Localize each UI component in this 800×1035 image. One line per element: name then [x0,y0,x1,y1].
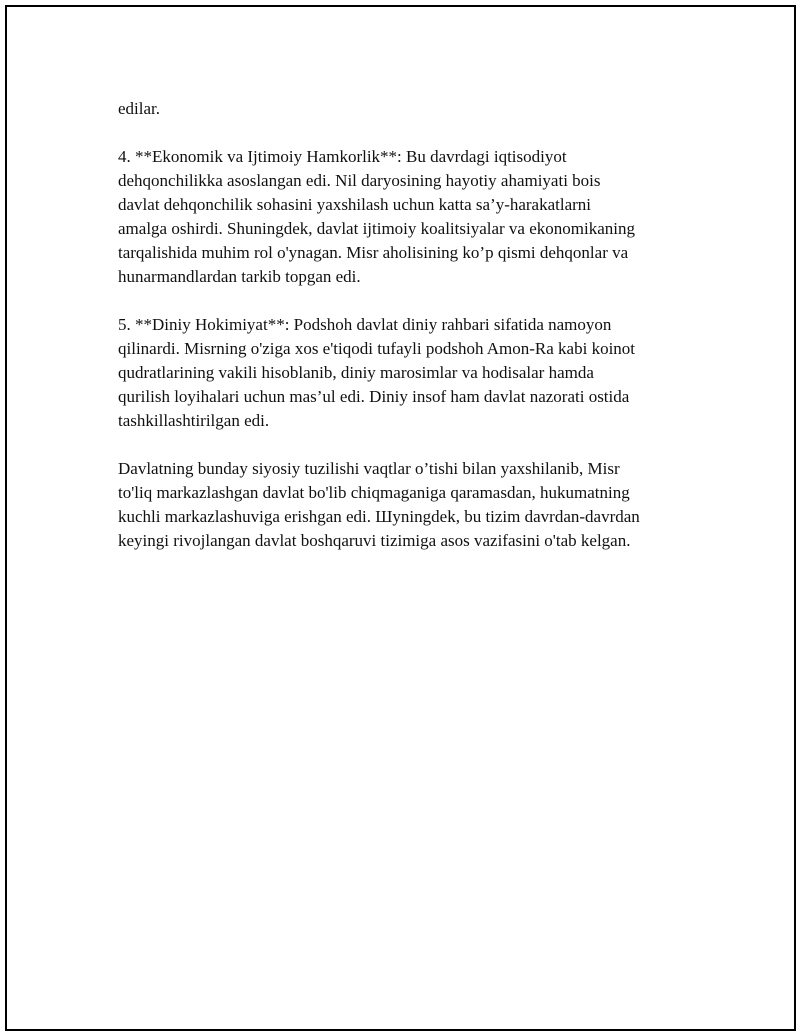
text-line: qilinardi. Misrning o'ziga xos e'tiqodi tufayli podshoh Amon-Ra kabi koinot [118,339,636,358]
paragraph-economic-cooperation [118,145,718,289]
text-line: 4. **Ekonomik va Ijtimoiy Hamkorlik**: Bu davrdagi iqtisodiyot [118,147,567,166]
text-line: davlat dehqonchilik sohasini yaxshilash uchun katta sa’y-harakatlarni [118,195,592,214]
text-line: 5. **Diniy Hokimiyat**: Podshoh davlat diniy rahbari sifatida namoyon [118,315,612,334]
text-line: dehqonchilikka asoslangan edi. Nil daryosining hayotiy ahamiyati bois [118,171,601,190]
text-line: to'liq markazlashgan davlat bo'lib chiqmaganiga qaramasdan, hukumatning [118,483,630,502]
text-line: qurilish loyihalari uchun mas’ul edi. Diniy insof ham davlat nazorati ostida [118,387,630,406]
text-line: edilar. [118,99,161,118]
paragraph-religious-authority [118,313,718,433]
text-line: tarqalishida muhim rol o'ynagan. Misr aholisining ko’p qismi dehqonlar va [118,243,629,262]
document-body [118,97,718,577]
text-line: kuchli markazlashuviga erishgan edi. Шуningdek, bu tizim davrdan-davrdan [118,507,640,526]
paragraph-conclusion [118,457,718,553]
text-line: tashkillashtirilgan edi. [118,411,270,430]
text-line: qudratlarining vakili hisoblanib, diniy marosimlar va hodisalar hamda [118,363,594,382]
document-page [5,5,796,1031]
paragraph-continuation [118,97,718,121]
text-line: keyingi rivojlangan davlat boshqaruvi tizimiga asos vazifasini o'tab kelgan. [118,531,631,550]
text-line: amalga oshirdi. Shuningdek, davlat ijtimoiy koalitsiyalar va ekonomikaning [118,219,635,238]
text-line: Davlatning bunday siyosiy tuzilishi vaqtlar o’tishi bilan yaxshilanib, Misr [118,459,620,478]
text-line: hunarmandlardan tarkib topgan edi. [118,267,361,286]
